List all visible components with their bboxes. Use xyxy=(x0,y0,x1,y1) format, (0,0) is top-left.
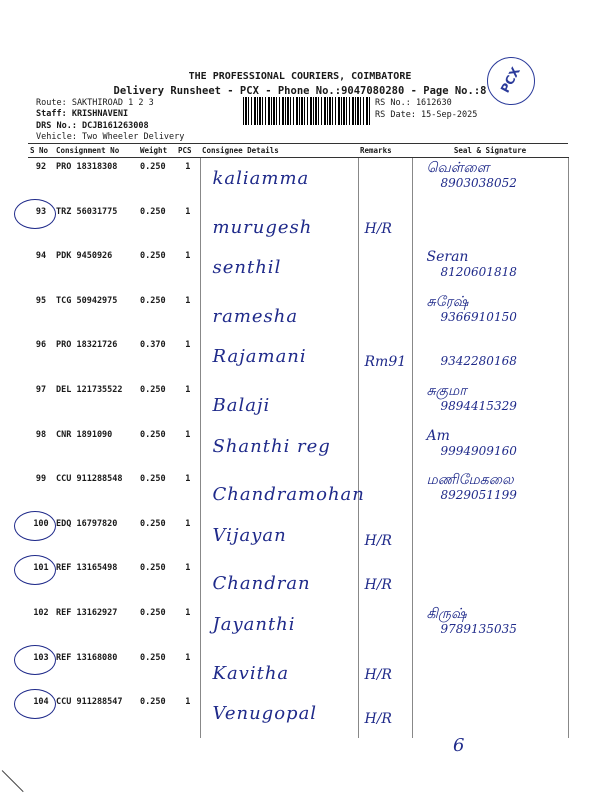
consignee-handwriting: Balaji xyxy=(212,394,271,416)
table-row xyxy=(28,649,568,694)
row-consignment-no: PRO 18318308 xyxy=(56,162,118,172)
stamp-text: PCX xyxy=(497,64,523,96)
row-weight: 0.250 xyxy=(140,607,166,618)
row-pcs: 1 xyxy=(185,206,191,217)
phone-handwriting: 9342280168 xyxy=(440,354,517,369)
row-pcs: 1 xyxy=(185,384,191,395)
row-consignment-no: EDQ 16797820 xyxy=(56,518,118,529)
table-row xyxy=(28,336,568,381)
row-remarks xyxy=(358,649,412,694)
row-sno: 92 xyxy=(35,162,47,172)
row-weight: 0.250 xyxy=(140,295,166,306)
row-remarks xyxy=(358,381,412,426)
row-sno: 100 xyxy=(28,515,54,560)
table-row xyxy=(28,515,568,560)
consignee-handwriting: Rajamani xyxy=(212,346,307,368)
row-pcs: 1 xyxy=(185,429,191,440)
row-signature xyxy=(412,203,568,248)
consignee-handwriting: ramesha xyxy=(212,305,299,327)
table-row xyxy=(28,559,568,604)
rs-number: RS No.: 1612630 xyxy=(375,98,452,108)
signature-handwriting: Am xyxy=(426,427,450,444)
row-pcs: 1 xyxy=(185,162,191,172)
row-pcs: 1 xyxy=(185,652,191,663)
table-row xyxy=(28,203,568,248)
row-remarks xyxy=(358,470,412,515)
row-sno: 103 xyxy=(28,649,54,694)
row-consignee xyxy=(200,649,358,694)
table-row xyxy=(28,604,568,649)
table-row xyxy=(28,381,568,426)
row-sno: 102 xyxy=(33,607,49,618)
col-remarks: Remarks xyxy=(358,144,412,158)
sno-circle-mark xyxy=(14,689,56,719)
row-signature xyxy=(412,559,568,604)
row-consignee xyxy=(200,693,358,738)
row-sno: 94 xyxy=(35,251,47,262)
row-weight: 0.250 xyxy=(140,518,166,529)
delivery-table xyxy=(28,143,569,738)
pcx-stamp xyxy=(487,57,535,105)
row-sno: 104 xyxy=(28,693,54,738)
row-weight: 0.250 xyxy=(140,563,166,574)
row-pcs: 1 xyxy=(185,251,191,262)
row-weight: 0.250 xyxy=(140,429,166,440)
row-signature xyxy=(412,247,568,292)
remark-handwriting: Rm91 xyxy=(364,354,407,371)
row-weight: 0.250 xyxy=(140,206,166,217)
drs-label: DRS No.: DCJB161263008 xyxy=(36,121,149,131)
phone-handwriting: 9789135035 xyxy=(440,621,517,636)
sno-circle-mark xyxy=(14,199,56,229)
row-weight: 0.250 xyxy=(140,474,166,485)
row-weight: 0.250 xyxy=(140,251,166,262)
remark-handwriting: H/R xyxy=(364,532,392,549)
table-header-row xyxy=(28,144,568,158)
remark-handwriting: H/R xyxy=(364,666,392,683)
staff-label: Staff: KRISHNAVENI xyxy=(36,109,129,119)
row-consignee xyxy=(200,559,358,604)
row-remarks xyxy=(358,559,412,604)
row-remarks xyxy=(358,203,412,248)
consignee-handwriting: Vijayan xyxy=(212,524,287,546)
row-pcs: 1 xyxy=(185,295,191,306)
consignee-handwriting: Shanthi reg xyxy=(212,435,331,457)
row-signature xyxy=(412,693,568,738)
row-pcs: 1 xyxy=(185,563,191,574)
signature-handwriting: சுரேஷ் xyxy=(426,293,469,310)
vehicle-label: Vehicle: Two Wheeler Delivery xyxy=(36,132,185,142)
row-remarks xyxy=(358,515,412,560)
consignee-handwriting: murugesh xyxy=(212,216,313,238)
row-sno: 97 xyxy=(35,384,47,395)
row-sno: 99 xyxy=(35,474,47,485)
row-consignment-no: PRO 18321726 xyxy=(56,340,118,351)
table-row xyxy=(28,470,568,515)
phone-handwriting: 8903038052 xyxy=(440,176,517,190)
row-sno: 96 xyxy=(35,340,47,351)
row-remarks xyxy=(358,158,412,203)
page-mark: 6 xyxy=(453,735,465,756)
row-signature xyxy=(412,158,568,203)
sno-circle-mark xyxy=(14,645,56,675)
row-sno: 98 xyxy=(35,429,47,440)
row-signature xyxy=(412,381,568,426)
phone-handwriting: 8120601818 xyxy=(440,265,517,280)
signature-handwriting: வெள்ளை xyxy=(426,160,490,176)
table-row xyxy=(28,292,568,337)
sno-circle-mark xyxy=(14,555,56,585)
row-signature xyxy=(412,470,568,515)
barcode xyxy=(243,97,371,125)
row-weight: 0.250 xyxy=(140,384,166,395)
row-consignment-no: PDK 9450926 xyxy=(56,251,113,262)
consignee-handwriting: Kavitha xyxy=(212,662,290,684)
row-consignment-no: TCG 50942975 xyxy=(56,295,118,306)
col-weight: Weight xyxy=(138,144,176,158)
consignee-handwriting: kaliamma xyxy=(212,168,310,189)
signature-handwriting: சுகுமா xyxy=(426,382,467,399)
phone-handwriting: 9894415329 xyxy=(440,398,517,413)
signature-handwriting: கிருஷ் xyxy=(426,605,467,622)
row-weight: 0.250 xyxy=(140,652,166,663)
col-sno: S No xyxy=(28,144,54,158)
rs-date: RS Date: 15-Sep-2025 xyxy=(375,110,478,120)
remark-handwriting: H/R xyxy=(364,220,392,237)
row-weight: 0.250 xyxy=(140,697,166,708)
table-row xyxy=(28,426,568,471)
row-consignment-no: CNR 1891090 xyxy=(56,429,113,440)
row-remarks xyxy=(358,247,412,292)
col-consignment: Consignment No xyxy=(54,144,138,158)
row-sno: 101 xyxy=(28,559,54,604)
route-label: Route: SAKTHIROAD 1 2 3 xyxy=(36,98,154,108)
row-sno: 93 xyxy=(28,203,54,248)
consignee-handwriting: Jayanthi xyxy=(212,613,296,635)
row-remarks xyxy=(358,336,412,381)
col-consignee: Consignee Details xyxy=(200,144,358,158)
row-remarks xyxy=(358,693,412,738)
phone-handwriting: 8929051199 xyxy=(440,488,517,503)
row-consignment-no: REF 13162927 xyxy=(56,607,118,618)
signature-handwriting: மணிமேகலை xyxy=(426,472,514,489)
col-pcs: PCS xyxy=(176,144,200,158)
row-signature xyxy=(412,426,568,471)
row-signature xyxy=(412,649,568,694)
row-pcs: 1 xyxy=(185,697,191,708)
table-row xyxy=(28,693,568,738)
row-consignee xyxy=(200,515,358,560)
row-pcs: 1 xyxy=(185,518,191,529)
row-sno: 95 xyxy=(35,295,47,306)
row-signature xyxy=(412,336,568,381)
row-weight: 0.250 xyxy=(140,162,166,172)
row-pcs: 1 xyxy=(185,607,191,618)
table-row xyxy=(28,247,568,292)
row-consignment-no: TRZ 56031775 xyxy=(56,206,118,217)
company-title: THE PROFESSIONAL COURIERS, COIMBATORE xyxy=(188,71,412,82)
row-consignment-no: CCU 911288547 xyxy=(56,697,123,708)
row-consignee xyxy=(200,336,358,381)
consignee-handwriting: Chandran xyxy=(212,573,311,595)
row-consignee xyxy=(200,381,358,426)
row-consignee xyxy=(200,470,365,515)
row-weight: 0.370 xyxy=(140,340,166,351)
table-row xyxy=(28,158,568,203)
consignee-handwriting: Chandramohan xyxy=(212,484,365,506)
consignee-handwriting: Venugopal xyxy=(212,703,318,725)
fold-line xyxy=(2,770,24,792)
row-consignment-no: REF 13168080 xyxy=(56,652,118,663)
runsheet-subtitle: Delivery Runsheet - PCX - Phone No.:9047080280 - Page No.:8 xyxy=(113,85,487,97)
consignee-handwriting: senthil xyxy=(212,257,282,279)
row-signature xyxy=(412,515,568,560)
row-signature xyxy=(412,604,568,649)
row-remarks xyxy=(358,292,412,337)
row-consignee xyxy=(200,247,358,292)
row-consignee xyxy=(200,426,358,471)
phone-handwriting: 9366910150 xyxy=(440,309,517,324)
row-pcs: 1 xyxy=(185,340,191,351)
row-remarks xyxy=(358,426,412,471)
remark-handwriting: H/R xyxy=(364,711,392,728)
sno-circle-mark xyxy=(14,511,56,541)
row-consignee xyxy=(200,203,358,248)
signature-handwriting: Seran xyxy=(426,249,469,266)
row-consignment-no: REF 13165498 xyxy=(56,563,118,574)
row-consignee xyxy=(200,158,358,203)
row-consignee xyxy=(200,604,358,649)
row-consignment-no: CCU 911288548 xyxy=(56,474,123,485)
row-pcs: 1 xyxy=(185,474,191,485)
col-seal: Seal & Signature xyxy=(412,144,568,158)
row-consignee xyxy=(200,292,358,337)
row-signature xyxy=(412,292,568,337)
row-consignment-no: DEL 121735522 xyxy=(56,384,123,395)
phone-handwriting: 9994909160 xyxy=(440,443,517,458)
row-remarks xyxy=(358,604,412,649)
remark-handwriting: H/R xyxy=(364,577,392,594)
